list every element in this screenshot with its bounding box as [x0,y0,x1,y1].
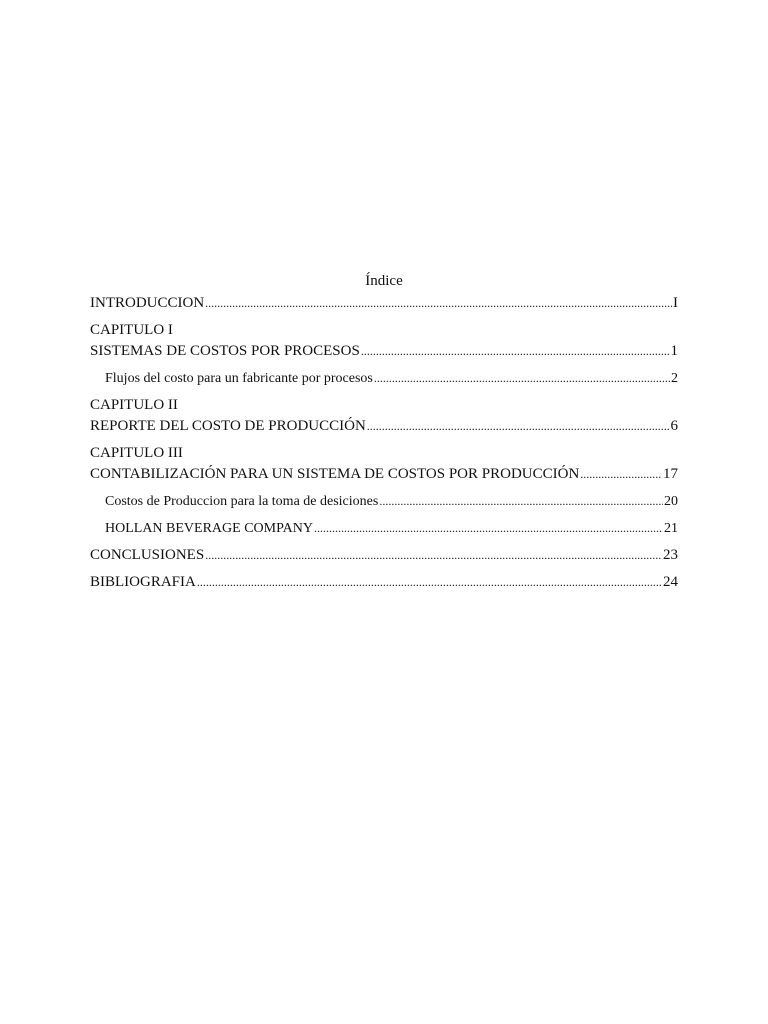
toc-entry-flujos-del-costo[interactable] [90,368,678,389]
leader-dots [580,464,662,485]
toc-entry-label: SISTEMAS DE COSTOS POR PROCESOS [90,343,360,359]
leader-dots [205,293,672,314]
leader-dots [367,416,670,437]
leader-dots [197,572,662,593]
toc-entry-sistemas-de-costos[interactable] [90,341,678,362]
toc-entry-page: 24 [663,574,678,590]
toc-entry-page: 2 [671,371,678,386]
toc-entry-page: 17 [663,466,678,482]
toc-title: Índice [365,273,403,289]
toc-entry-conclusiones[interactable] [90,545,678,566]
table-of-contents [90,270,678,593]
leader-dots [314,518,663,539]
chapter-heading-2: CAPITULO II [90,397,178,413]
toc-entry-label: HOLLAN BEVERAGE COMPANY [105,521,313,536]
toc-entry-label: Costos de Produccion para la toma de desiciones [105,494,379,509]
toc-entry-label: REPORTE DEL COSTO DE PRODUCCIÓN [90,418,366,434]
toc-entry-reporte-del-costo[interactable] [90,416,678,437]
leader-dots [379,491,663,512]
toc-entry-label: INTRODUCCION [90,295,205,311]
toc-entry-hollan-beverage[interactable] [90,518,678,539]
toc-entry-page: 6 [670,418,678,434]
toc-entry-label: BIBLIOGRAFIA [90,574,196,590]
chapter-heading-1: CAPITULO I [90,322,173,338]
toc-entry-page: 21 [664,521,678,536]
chapter-heading-3: CAPITULO III [90,445,183,461]
leader-dots [361,341,670,362]
leader-dots [374,368,670,389]
toc-entry-page: I [673,295,678,311]
toc-entry-page: 1 [670,343,678,359]
toc-entry-costos-de-produccion[interactable] [90,491,678,512]
toc-entry-label: CONCLUSIONES [90,547,205,563]
leader-dots [205,545,662,566]
toc-entry-contabilizacion[interactable] [90,464,678,485]
toc-entry-label: Flujos del costo para un fabricante por procesos [105,371,373,386]
toc-entry-label: CONTABILIZACIÓN PARA UN SISTEMA DE COSTOS POR PRODUCCIÓN [90,466,580,482]
toc-entry-introduccion[interactable] [90,293,678,314]
toc-entry-page: 20 [664,494,678,509]
toc-entry-page: 23 [663,547,678,563]
toc-entry-bibliografia[interactable] [90,572,678,593]
